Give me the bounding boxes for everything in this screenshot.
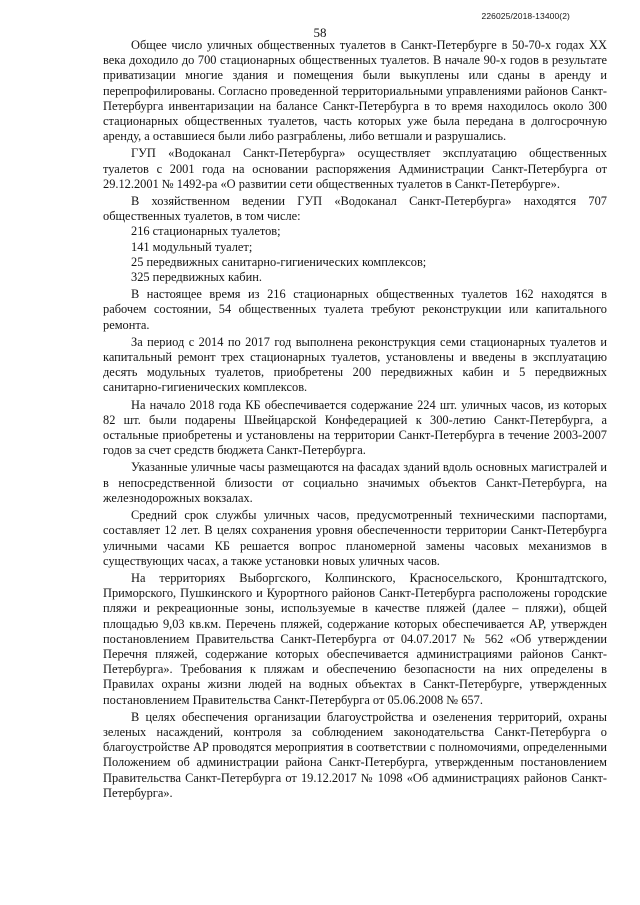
paragraph-toilets-condition: В настоящее время из 216 стационарных общественных туалетов 162 находятся в рабочем состоянии, 54 общественных туалета требуют реконструкции или капитального ремонта.: [103, 287, 607, 332]
document-number: 226025/2018-13400(2): [481, 11, 570, 21]
list-item-mobile-cabins: 325 передвижных кабин.: [131, 270, 262, 285]
paragraph-toilets-history: Общее число уличных общественных туалетов в Санкт-Петербурге в 50-70-х годах XX века доходило до 700 стационарных общественных туалетов. В начале 90-х годов в результате приватизации многие здания и помещения были выкуплены или сданы в аренду и перепрофилированы. Согласно проведенной территориальными управлениями районов Санкт-Петербурга инвентаризации на балансе Санкт-Петербурга в то время находилось около 300 стационарных общественных туалетов, часть которых уже была передана в долгосрочную аренду, а оставшиеся были либо разграблены, либо ветшали и разрушались.: [103, 38, 607, 144]
page-number: 58: [313, 25, 327, 40]
paragraph-toilets-count: В хозяйственном ведении ГУП «Водоканал Санкт-Петербурга» находятся 707 общественных туалетов, в том числе:: [103, 194, 607, 224]
paragraph-reconstruction: За период с 2014 по 2017 год выполнена реконструкция семи стационарных туалетов и капитальный ремонт трех стационарных туалетов, установлены и введены в эксплуатацию десять модульных туалетов, приобретены 200 передвижных кабин и 5 передвижных санитарно-гигиенических комплексов.: [103, 334, 607, 395]
paragraph-landscaping: В целях обеспечения организации благоустройства и озеленения территорий, охраны зеленых насаждений, контроля за соблюдением законодательства Санкт-Петербурга о благоустройстве АР проводятся мероприятия в соответствии с полномочиями, определенными Положением об администрации района Санкт-Петербурга, утвержденным постановлением Правительства Санкт-Петербурга от 19.12.2017 № 1098 «Об администрациях районов Санкт-Петербурга».: [103, 709, 607, 800]
paragraph-clocks-service-life: Средний срок службы уличных часов, предусмотренный техническими паспортами, составляет 12 лет. В целях сохранения уровня обеспеченности территории Санкт-Петербурга уличными часами КБ решается вопрос планомерной замены часовых механизмов в существующих часах, а также установки новых уличных часов.: [103, 508, 607, 568]
list-item-modular: 141 модульный туалет;: [131, 239, 253, 254]
paragraph-beaches: На территориях Выборгского, Колпинского, Красносельского, Кронштадтского, Приморского, Пушкинского и Курортного районов Санкт-Петербурга расположены городские пляжи и рекреационные зоны, используемые в качестве пляжей (далее – пляжи), общей площадью 9,03 кв.км. Перечень пляжей, содержание которых обеспечивается АР, утвержден постановлением Правительства Санкт-Петербурга от 04.07.2017 № 562 «Об утверждении Перечня пляжей, содержание которых обеспечивается администрациями районов Санкт-Петербурга». Требования к пляжам и обеспечению безопасности на них определены в Правилах охраны жизни людей на водных объектах в Санкт-Петербурге, утвержденных постановлением Правительства Санкт-Петербурга от 05.06.2008 № 657.: [103, 570, 607, 707]
paragraph-vodokanal-operation: ГУП «Водоканал Санкт-Петербурга» осуществляет эксплуатацию общественных туалетов с 2001 года на основании распоряжения Администрации Санкт-Петербурга от 29.12.2001 № 1492-ра «О развитии сети общественных туалетов в Санкт-Петербурге».: [103, 146, 607, 191]
document-body: [103, 38, 607, 801]
paragraph-clocks-location: Указанные уличные часы размещаются на фасадах зданий вдоль основных магистралей и в непосредственной близости от социально значимых объектов Санкт-Петербурга, на железнодорожных вокзалах.: [103, 460, 607, 505]
list-item-sanitary-complexes: 25 передвижных санитарно-гигиенических комплексов;: [131, 254, 427, 269]
list-item-stationary: 216 стационарных туалетов;: [131, 224, 281, 239]
paragraph-street-clocks: На начало 2018 года КБ обеспечивается содержание 224 шт. уличных часов, из которых 82 шт. были подарены Швейцарской Конфедерацией к 300-летию Санкт-Петербурга, а остальные приобретены и установлены на территории Санкт-Петербурга в течение 2003-2007 годов за счет средств бюджета Санкт-Петербурга.: [103, 397, 607, 458]
